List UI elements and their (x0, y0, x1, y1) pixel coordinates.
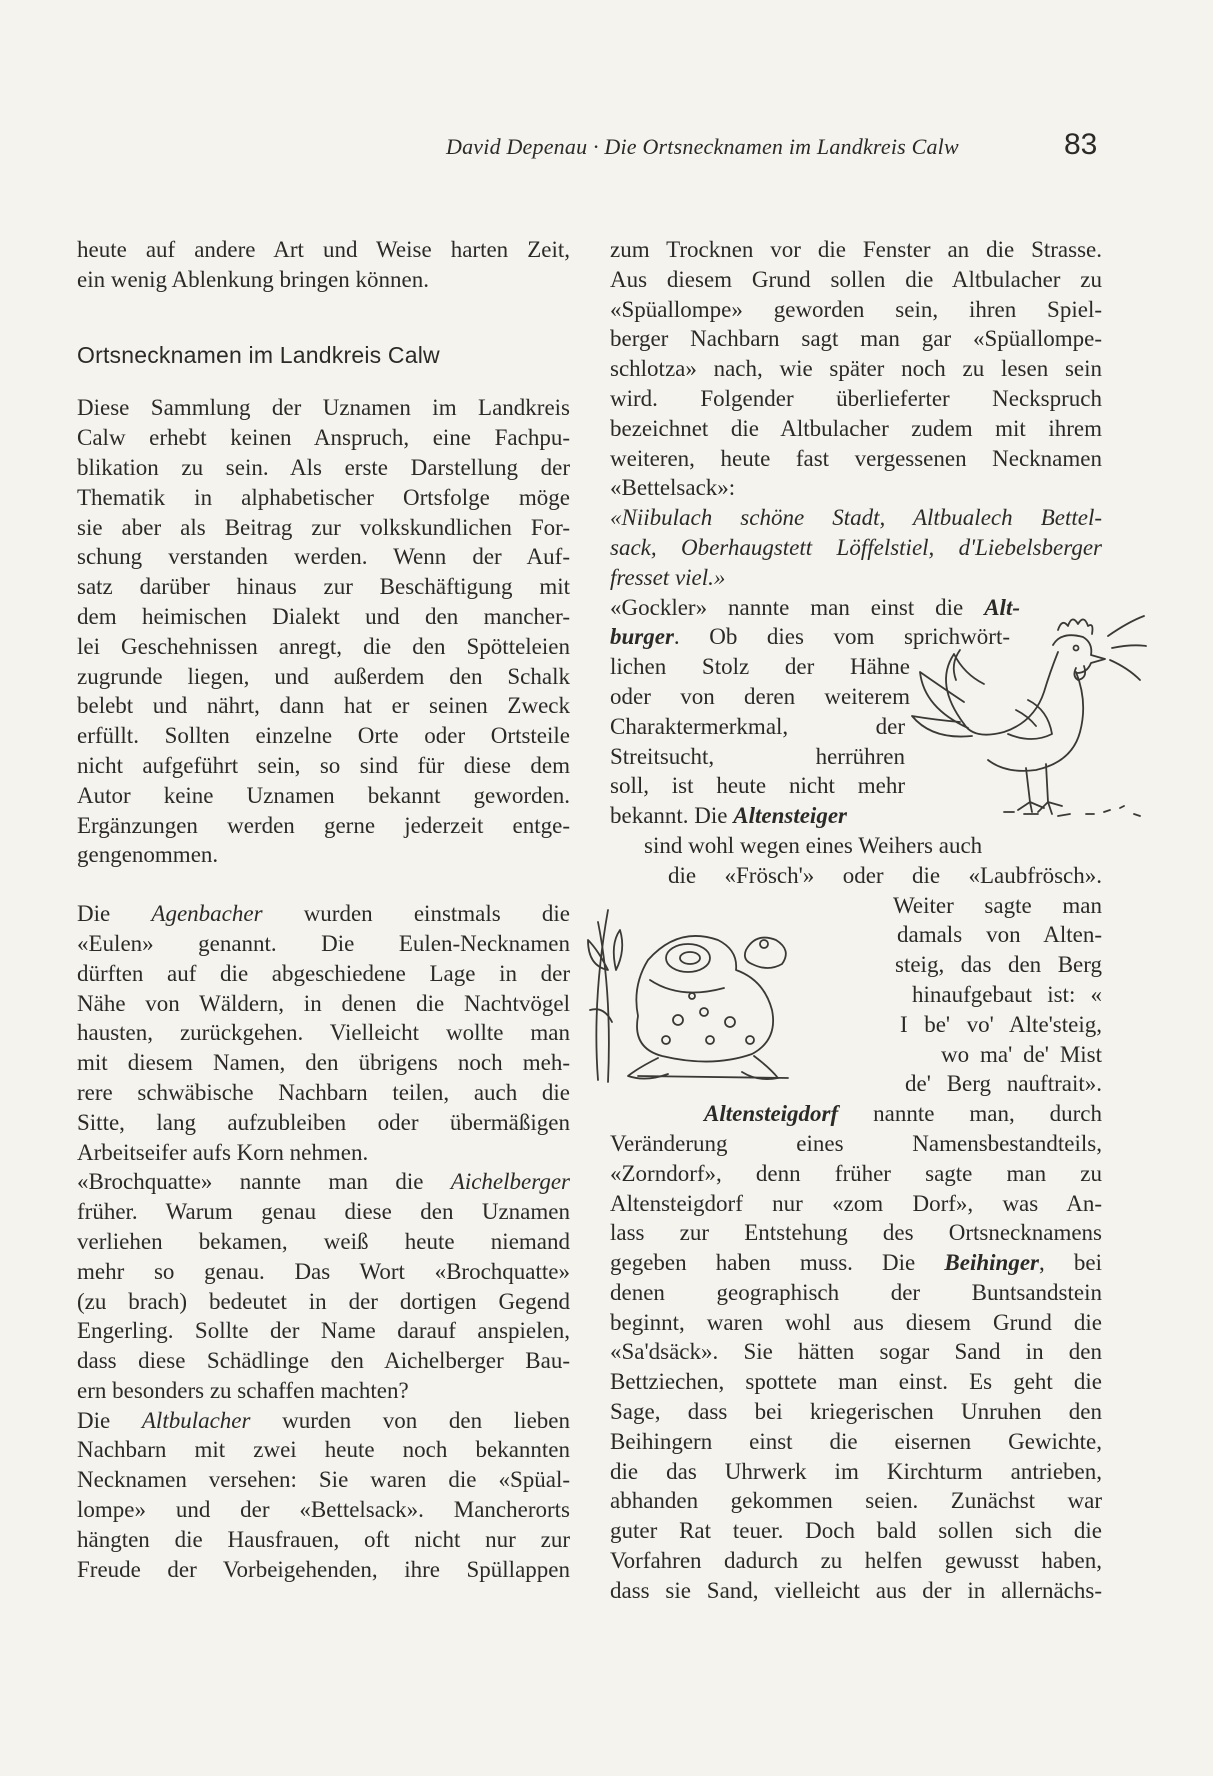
text-line: guter Rat teuer. Doch bald sollen sich die (610, 1518, 1102, 1544)
text-run: nannte man, durch (838, 1101, 1102, 1127)
text-line: Engerling. Sollte der Name darauf anspielen, (77, 1318, 570, 1344)
text-run: Die (77, 901, 152, 927)
text-line: Nachbarn mit zwei heute noch bekannten (77, 1437, 570, 1463)
agenbach-paragraph (77, 899, 570, 1167)
text-line: zum Trocknen vor die Fenster an die Strasse. (610, 237, 1102, 262)
text-line: erfüllt. Sollten einzelne Orte oder Ortsteile (77, 723, 570, 749)
text-line: denen geographisch der Buntsandstein (610, 1279, 1102, 1305)
text-line: wird. Folgender überlieferter Neckspruch (610, 385, 1102, 411)
place-name: burger (610, 624, 674, 650)
text-line: abhanden gekommen seien. Zunächst war (610, 1488, 1102, 1514)
place-name: Altensteigdorf (704, 1101, 839, 1127)
text-line: Arbeitseifer aufs Korn nehmen. (77, 1139, 369, 1165)
text-line: Freude der Vorbeigehenden, ihre Spüllappen (77, 1556, 570, 1582)
text-line: heute auf andere Art und Weise harten Zeit, (77, 237, 570, 262)
text-line: berger Nachbarn sagt man gar «Spüallompe- (610, 326, 1102, 352)
text-line: dass diese Schädlinge den Aichelberger Bau- (77, 1348, 570, 1374)
text-line: satz darüber hinaus zur Beschäftigung mit (77, 574, 570, 600)
text-run: «Brochquatte» nannte man die (77, 1169, 451, 1195)
text-line: lompe» und der «Bettelsack». Mancherorts (77, 1497, 570, 1523)
text-run: , bei (1038, 1250, 1102, 1276)
text-line: weiteren, heute fast vergessenen Necknamen (610, 445, 1102, 471)
text-line: die das Uhrwerk im Kirchturm antrieben, (610, 1458, 1102, 1484)
verse-quote (610, 503, 1102, 592)
text-line: «Zorndorf», denn früher sagte man zu (610, 1160, 1102, 1186)
text-run: . Ob dies vom sprichwört- (673, 624, 1010, 650)
text-line: bezeichnet die Altbulacher zudem mit ihrem (610, 415, 1102, 441)
text-line: belebt und nährt, dann hat er seinen Zweck (77, 693, 570, 719)
intro-paragraph (77, 235, 570, 295)
text-line: dem heimischen Dialekt und den mancher- (77, 603, 570, 629)
place-name: Agenbacher (151, 901, 263, 927)
text-line: Bettziechen, spottete man einst. Es geht die (610, 1369, 1102, 1395)
text-line: Vorfahren dadurch zu helfen gewusst haben, (610, 1548, 1102, 1574)
text-line (77, 1167, 570, 1197)
text-line: «Eulen» genannt. Die Eulen-Necknamen (77, 930, 570, 956)
place-name: Altensteiger (733, 803, 847, 829)
text-line: de' Berg nauftrait». (905, 1071, 1102, 1097)
running-header (446, 128, 1146, 172)
text-line: lass zur Entstehung des Ortsnecknamens (610, 1220, 1102, 1246)
aichelberg-paragraph (77, 1167, 570, 1405)
text-line: Autor keine Uznamen bekannt geworden. (77, 782, 570, 808)
text-line: ein wenig Ablenkung bringen können. (77, 266, 429, 292)
text-line: «Niibulach schöne Stadt, Altbualech Bettel- (610, 505, 1102, 531)
text-line: blikation zu sein. Als erste Darstellung der (77, 454, 570, 480)
preface-paragraph (77, 393, 570, 870)
text-run: Die (77, 1407, 142, 1433)
text-line: beginnt, waren wohl aus diesem Grund die (610, 1309, 1102, 1335)
place-name: Aichelberger (450, 1169, 570, 1195)
altbulach-continued (610, 235, 1102, 503)
text-line: Charaktermerkmal, der (610, 713, 905, 739)
text-line: Necknamen versehen: Sie waren die «Spüal- (77, 1467, 570, 1493)
text-line: Beihingern einst die eisernen Gewichte, (610, 1428, 1102, 1454)
text-line: sack, Oberhaugstett Löffelstiel, d'Liebelsberger (610, 534, 1102, 560)
text-line: rere schwäbische Nachbarn teilen, auch die (77, 1079, 570, 1105)
text-run: gegeben haben muss. Die (610, 1250, 945, 1276)
text-line: die «Frösch'» oder die «Laubfrösch». (668, 862, 1102, 888)
running-title: David Depenau · Die Ortsnecknamen im Landkreis Calw (446, 134, 959, 159)
text-line (77, 1406, 570, 1436)
place-name: Alt- (984, 594, 1020, 620)
text-line: zugrunde liegen, und außerdem den Schalk (77, 663, 570, 689)
text-line: hausten, zurückgehen. Vielleicht wollte man (77, 1020, 570, 1046)
text-line: soll, ist heute nicht mehr (610, 773, 905, 799)
text-line: I be' vo' Alte'steig, (900, 1011, 1102, 1037)
text-run: wurden einstmals die (262, 901, 570, 927)
text-line: fresset viel.» (610, 564, 726, 590)
text-line: Sitte, lang aufzubleiben oder übermäßigen (77, 1109, 570, 1135)
text-line: hinaufgebaut ist: « (912, 981, 1102, 1007)
text-line: «Spüallompe» geworden sein, ihren Spiel- (610, 296, 1102, 322)
text-line: «Sa'dsäck». Sie hätten sogar Sand in den (610, 1339, 1102, 1365)
text-line: lei Geschehnissen anregt, die den Spötteleien (77, 633, 570, 659)
text-line: Diese Sammlung der Uznamen im Landkreis (77, 395, 570, 421)
text-line: schlotza» nach, wie später noch zu lesen sein (610, 356, 1102, 382)
text-line: (zu brach) bedeutet in der dortigen Gegend (77, 1288, 570, 1314)
text-line: lichen Stolz der Hähne (610, 654, 910, 680)
frog-illustration (578, 900, 858, 1090)
place-name: Altbulacher (141, 1407, 251, 1433)
text-line: sind wohl wegen eines Weihers auch (644, 832, 983, 858)
beihingen-paragraph (610, 1248, 1102, 1606)
text-run: wurden von den lieben (250, 1407, 570, 1433)
text-line: Altensteigdorf nur «zom Dorf», was An- (610, 1190, 1102, 1216)
page-number: 83 (1064, 128, 1098, 161)
text-line: Sage, dass bei kriegerischen Unruhen den (610, 1399, 1102, 1425)
text-line: «Bettelsack»: (610, 475, 736, 501)
altensteigdorf-paragraph (610, 1099, 1102, 1248)
text-line: ern besonders zu schaffen machten? (77, 1377, 409, 1403)
text-line: Veränderung eines Namensbestandteils, (610, 1130, 1102, 1156)
place-name: Beihinger (944, 1250, 1039, 1276)
section-title: Ortsnecknamen im Landkreis Calw (77, 341, 440, 368)
text-line: Nähe von Wäldern, in denen die Nachtvögel (77, 990, 570, 1016)
text-line: früher. Warum genau diese den Uznamen (77, 1199, 570, 1225)
text-line: steig, das den Berg (895, 952, 1102, 978)
text-line (77, 899, 570, 929)
text-line: dass sie Sand, vielleicht aus der in allernächs- (610, 1577, 1102, 1603)
left-column (77, 235, 570, 1584)
text-line: Weiter sagte man (893, 892, 1102, 918)
text-line: sie aber als Beitrag zur volkskundlichen For- (77, 514, 570, 540)
text-line: mit diesem Namen, den übrigens noch meh- (77, 1050, 570, 1076)
text-line: damals von Alten- (897, 922, 1102, 948)
text-line: Calw erhebt keinen Anspruch, eine Fachpu- (77, 425, 570, 451)
text-run: «Gockler» nannte man einst die (610, 594, 985, 620)
text-line: nicht aufgeführt sein, so sind für diese dem (77, 752, 570, 778)
rooster-illustration (908, 600, 1148, 840)
text-line (610, 1099, 1102, 1129)
text-line: wo ma' de' Mist (941, 1041, 1102, 1067)
text-line: Streitsucht, herrühren (610, 743, 905, 769)
altbulach-paragraph (77, 1406, 570, 1585)
text-line: schung verstanden werden. Wenn der Auf- (77, 544, 570, 570)
text-line: hängten die Hausfrauen, oft nicht nur zur (77, 1526, 570, 1552)
text-run: bekannt. Die (610, 803, 734, 829)
text-line: Aus diesem Grund sollen die Altbulacher zu (610, 266, 1102, 292)
text-line: mehr so genau. Das Wort «Brochquatte» (77, 1258, 570, 1284)
text-line: verliehen bekamen, weiß heute niemand (77, 1228, 570, 1254)
text-line: Ergänzungen werden gerne jederzeit entge- (77, 812, 570, 838)
text-line: Thematik in alphabetischer Ortsfolge möge (77, 484, 570, 510)
text-line (610, 1248, 1102, 1278)
text-line: dürften auf die abgeschiedene Lage in der (77, 960, 570, 986)
text-line: oder von deren weiterem (610, 683, 910, 709)
text-line: gengenommen. (77, 842, 219, 868)
